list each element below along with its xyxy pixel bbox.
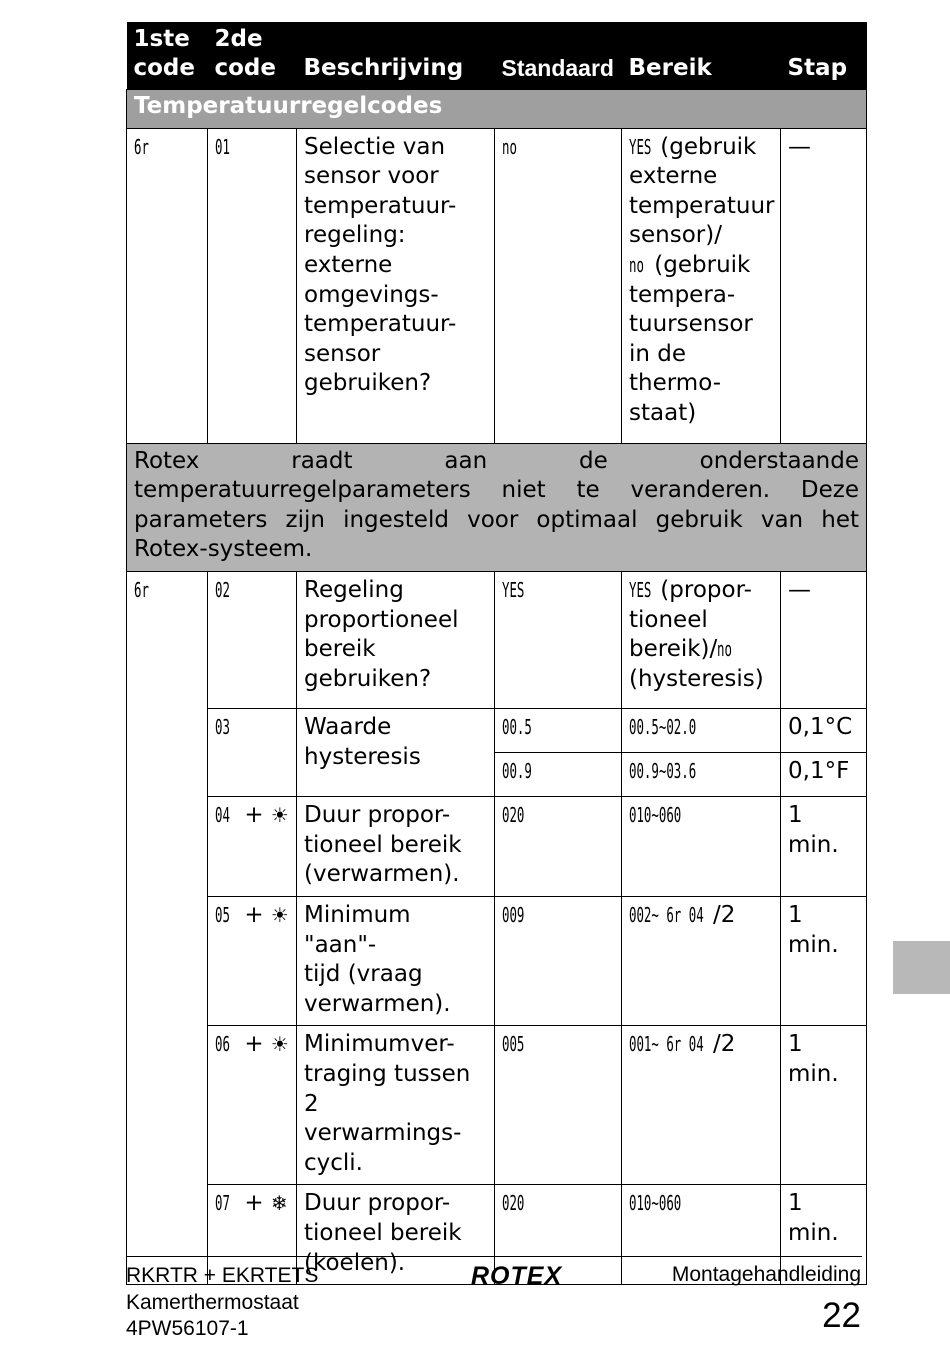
table-row <box>127 1026 867 1185</box>
default-cell: 00.9 <box>495 752 622 796</box>
code2-cell: 02 <box>208 571 297 708</box>
range-cell: YES (gebruik externe temperatuur sensor)/ no (gebruik tempera- tuursensor in de thermo- staat) <box>622 128 781 443</box>
code2-cell: 06 + ☀ <box>208 1026 297 1185</box>
step-cell: 0,1°F <box>781 752 867 796</box>
section-title: Temperatuurregelcodes <box>127 90 867 129</box>
chapter-tab <box>893 941 950 994</box>
description-cell: Duur propor- tioneel bereik (verwarmen). <box>297 796 495 896</box>
sun-icon: ☀ <box>270 1032 289 1057</box>
description-cell: Minimumver- traging tussen 2 verwarmings- cycli. <box>297 1026 495 1185</box>
code1-cell: 6r <box>127 128 208 443</box>
description-cell: Regeling proportioneel bereik gebruiken? <box>297 571 495 708</box>
range-cell: 010~060 <box>622 796 781 896</box>
default-cell: 020 <box>495 1185 622 1285</box>
code2-cell: 04 + ☀ <box>208 796 297 896</box>
description-cell: Selectie van sensor voor temperatuur- regeling: externe omgevings- temperatuur- sensor gebruiken? <box>297 128 495 443</box>
default-cell: 005 <box>495 1026 622 1185</box>
step-cell: — <box>781 571 867 708</box>
range-cell: 00.9~03.6 <box>622 752 781 796</box>
table-row <box>127 571 867 708</box>
range-cell: 001~ 6r 04 /2 <box>622 1026 781 1185</box>
default-cell: 020 <box>495 796 622 896</box>
table-header-row <box>127 23 867 90</box>
step-cell: 0,1°C <box>781 708 867 752</box>
step-cell: 1 min. <box>781 796 867 896</box>
header-range: Bereik <box>622 23 781 90</box>
header-default: Standaard <box>495 23 622 90</box>
footer-manual-type: Montagehandleiding <box>671 1263 861 1286</box>
default-cell: YES <box>495 571 622 708</box>
header-step: Stap <box>781 23 867 90</box>
description-cell: Waarde hysteresis <box>297 708 495 796</box>
snowflake-icon: ❄ <box>270 1191 288 1216</box>
code2-cell: 01 <box>208 128 297 443</box>
range-cell: 010~060 <box>622 1185 781 1285</box>
code1-cell: 6r <box>127 571 208 1284</box>
code2-cell: 05 + ☀ <box>208 896 297 1025</box>
note-row <box>127 443 867 571</box>
default-cell: 00.5 <box>495 708 622 752</box>
sun-icon: ☀ <box>270 802 289 827</box>
range-cell: 002~ 6r 04 /2 <box>622 896 781 1025</box>
code2-cell: 07 + ❄ <box>208 1185 297 1285</box>
page-number: 22 <box>822 1296 861 1335</box>
sun-icon: ☀ <box>270 902 289 927</box>
table-row <box>127 128 867 443</box>
section-row <box>127 90 867 129</box>
header-code1: 1ste code <box>127 23 208 90</box>
table-row <box>127 796 867 896</box>
default-cell: no <box>495 128 622 443</box>
parameter-table <box>126 22 867 1285</box>
step-cell: 1 min. <box>781 1026 867 1185</box>
default-cell: 009 <box>495 896 622 1025</box>
header-code2: 2de code <box>208 23 297 90</box>
step-cell: 1 min. <box>781 896 867 1025</box>
range-cell: 00.5~02.0 <box>622 708 781 752</box>
footer-product-info: RKRTR + EKRTETS Kamerthermostaat 4PW56107-1 <box>126 1264 319 1340</box>
table-row <box>127 708 867 752</box>
step-cell: — <box>781 128 867 443</box>
code2-cell: 03 <box>208 708 297 796</box>
footer-divider <box>126 1256 862 1257</box>
step-cell: 1 min. <box>781 1185 867 1285</box>
description-cell: Duur propor- tioneel bereik (koelen). <box>297 1185 495 1285</box>
header-description: Beschrijving <box>297 23 495 90</box>
note-text: Rotex raadt aan de onderstaande temperatuurregelparameters niet te veranderen. Deze parameters zijn ingesteld voor optimaal gebruik van het Rotex-systeem. <box>127 443 867 571</box>
range-cell: YES (propor- tioneel bereik)/no (hysteresis) <box>622 571 781 708</box>
description-cell: Minimum "aan"- tijd (vraag verwarmen). <box>297 896 495 1025</box>
table-row <box>127 896 867 1025</box>
rotex-logo: ROTEX <box>471 1262 563 1290</box>
